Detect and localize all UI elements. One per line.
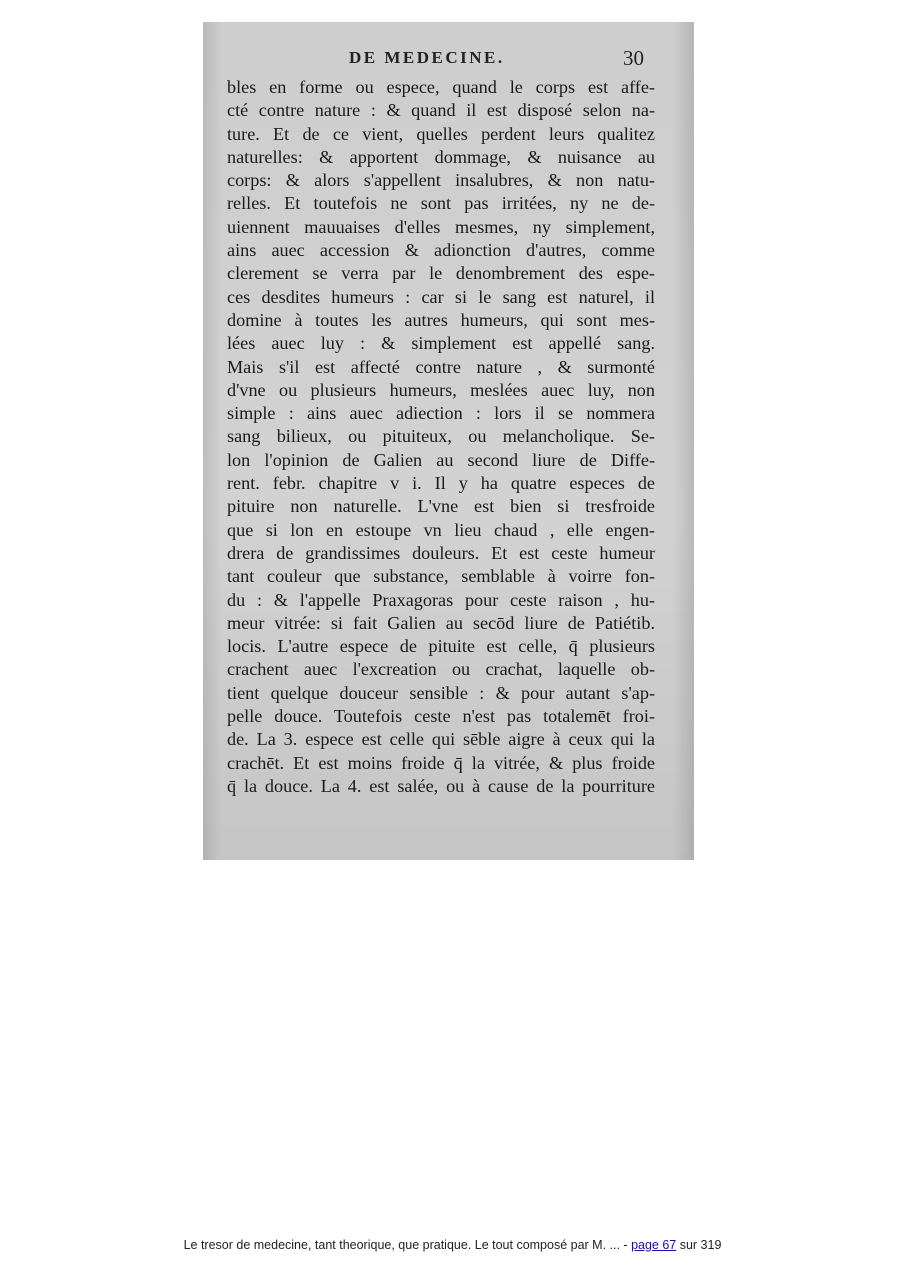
text-line: ture. Et de ce vient, quelles perdent leurs qualitez — [227, 123, 655, 144]
text-line: simple : ains auec adiection : lors il se nommera — [227, 403, 655, 424]
text-line: tant couleur que substance, semblable à voirre fon- — [227, 566, 655, 587]
running-head-title: DE MEDECINE. — [349, 48, 505, 67]
text-line: meur vitrée: si fait Galien au secōd liure de Patiétib. — [227, 612, 655, 633]
text-line: clerement se verra par le denombrement des espe- — [227, 263, 655, 284]
scanned-page — [203, 22, 694, 860]
text-line: drera de grandissimes douleurs. Et est ceste humeur — [227, 542, 655, 563]
text-line: pelle douce. Toutefois ceste n'est pas totalemēt froi- — [227, 706, 655, 727]
text-line: cté contre nature : & quand il est disposé selon na- — [227, 100, 655, 121]
body-text — [227, 76, 655, 798]
text-line: du : & l'appelle Praxagoras pour ceste raison , hu- — [227, 589, 655, 610]
text-line: naturelles: & apportent dommage, & nuisance au — [227, 146, 655, 167]
text-line: crachēt. Et est moins froide q̄ la vitrée, & plus froide — [227, 752, 655, 773]
caption-title: Le tresor de medecine, tant theorique, que pratique. Le tout composé par M. ... - — [183, 1238, 632, 1252]
text-line: ains auec accession & adionction d'autres, comme — [227, 240, 655, 261]
text-line: d'vne ou plusieurs humeurs, meslées auec luy, non — [227, 379, 655, 400]
text-line: crachent auec l'excreation ou crachat, laquelle ob- — [227, 659, 655, 680]
caption-total: sur 319 — [676, 1238, 722, 1252]
page-number: 30 — [623, 46, 644, 70]
text-line: ces desdites humeurs : car si le sang est naturel, il — [227, 286, 655, 307]
text-line: locis. L'autre espece de pituite est celle, q̄ plusieurs — [227, 636, 655, 657]
text-line: corps: & alors s'appellent insalubres, & non natu- — [227, 170, 655, 191]
page-link[interactable]: page 67 — [631, 1238, 677, 1252]
text-line: tient quelque douceur sensible : & pour autant s'ap- — [227, 682, 655, 703]
text-line: sang bilieux, ou pituiteux, ou melancholique. Se- — [227, 426, 655, 447]
page-caption — [0, 1238, 905, 1252]
text-line: bles en forme ou espece, quand le corps est affe- — [227, 77, 655, 97]
text-line: lées auec luy : & simplement est appellé sang. — [227, 333, 655, 354]
text-line: q̄ la douce. La 4. est salée, ou à cause de la pourriture — [227, 775, 655, 796]
running-head — [203, 48, 694, 70]
text-line: relles. Et toutefois ne sont pas irritées, ny ne de- — [227, 193, 655, 214]
text-line: que si lon en estoupe vn lieu chaud , elle engen- — [227, 519, 655, 540]
text-line: rent. febr. chapitre v i. Il y ha quatre especes de — [227, 473, 655, 494]
text-line: pituire non naturelle. L'vne est bien si tresfroide — [227, 496, 655, 517]
text-line: uiennent mauuaises d'elles mesmes, ny simplement, — [227, 216, 655, 237]
text-line: de. La 3. espece est celle qui sēble aigre à ceux qui la — [227, 729, 655, 750]
text-line: domine à toutes les autres humeurs, qui sont mes- — [227, 309, 655, 330]
text-line: Mais s'il est affecté contre nature , & surmonté — [227, 356, 655, 377]
text-line: lon l'opinion de Galien au second liure de Diffe- — [227, 449, 655, 470]
